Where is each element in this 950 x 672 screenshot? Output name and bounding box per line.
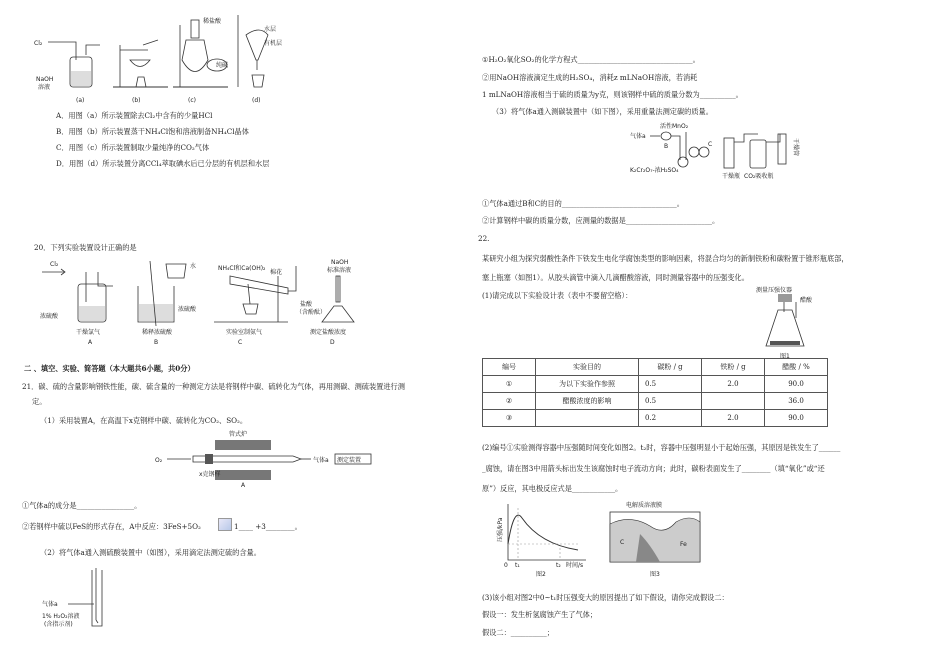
fig-a-caption: (a)	[76, 97, 85, 104]
q20-conc-h2so4-a: 浓硫酸	[40, 313, 59, 320]
fig2-t2: t₂	[556, 562, 561, 569]
fig2-caption: 图2	[536, 571, 546, 578]
q20-caption-b: 稀释浓硫酸	[142, 329, 173, 336]
equation-image-icon	[218, 518, 232, 531]
table-header-cell: 碳粉 / g	[639, 359, 702, 376]
q20-caption-d: 测定盐酸浓度	[310, 329, 347, 336]
table-cell: 2.0	[702, 376, 765, 393]
carbon-co2-bottle: CO₂吸收瓶	[744, 173, 774, 180]
q20-caption-a: 干燥氯气	[76, 329, 101, 336]
fig-d-caption: (d)	[252, 97, 261, 104]
furnace-letter: A	[241, 482, 246, 489]
carbon-dry-bottle: 干燥瓶	[722, 173, 741, 180]
sulfur-h2o2-label: 1% H₂O₂溶液	[42, 613, 80, 620]
fig-a-cl2: Cl₂	[34, 40, 43, 47]
section-2-heading: 二 、填空、实验、简答题（本大题共6小题，共0分）	[24, 364, 195, 373]
carbon-c: C	[708, 141, 713, 148]
q21-r3: 1 mLNaOH溶液相当于硫的质量为y克，则该钢样中硫的质量分数为__________。	[482, 90, 743, 99]
fig-c-acid: 稀盐酸	[203, 18, 222, 25]
q20-phenolphthalein: （含酚酞）	[296, 309, 327, 316]
option-d: D．用图（d）所示装置分离CCl₄萃取碘水后已分层的有机层和水层	[56, 159, 270, 168]
fig1-caption: 图1	[780, 353, 790, 360]
fig3-caption: 图3	[650, 571, 660, 578]
carbon-mno2: 活性MnO₂	[660, 123, 689, 130]
fig-a-solution: 溶液	[38, 84, 51, 91]
q20-cotton: 棉花	[270, 269, 283, 276]
table-cell: 醋酸浓度的影响	[536, 393, 639, 410]
table-cell: 90.0	[765, 410, 828, 427]
q21-r2: ②用NaOH溶液滴定生成的H₂SO₄，消耗z mLNaOH溶液，若消耗	[482, 73, 698, 82]
sulfur-apparatus-figure	[40, 568, 120, 628]
fig1-acetic-acid: 醋酸	[800, 297, 813, 304]
carbon-gas-a: 气体a	[630, 133, 646, 140]
q22-line2: 塞上瓶塞（如图1）。从胶头滴管中滴入几滴醋酸溶液，同时测量容器中的压强变化。	[482, 273, 749, 282]
furnace-device: 测定装置	[337, 457, 362, 464]
table-row	[483, 410, 828, 427]
carbon-dry-tube: 干燥管	[792, 138, 799, 157]
q21-part1: （1）采用装置A，在高温下x克钢样中碳、硫转化为CO₂、SO₂。	[40, 416, 248, 425]
furnace-title: 管式炉	[229, 431, 248, 438]
fig-d-water: 水层	[264, 26, 277, 33]
q22-part3: (3)该小组对图2中0~t₁时压强变大的原因提出了如下假设，请你完成假设二：	[482, 593, 729, 602]
question-20: 20．下列实验装置设计正确的是	[34, 243, 137, 252]
table-row	[483, 393, 828, 410]
q21-r5: ①气体a通过B和C的目的________________________________。	[482, 199, 684, 208]
figure-2-pressure-graph	[494, 500, 594, 578]
table-cell: 90.0	[765, 376, 828, 393]
left-column	[22, 0, 468, 672]
experiment-design-table	[482, 358, 828, 427]
figure-3-corrosion-diagram	[606, 500, 706, 578]
table-cell: 0.2	[639, 410, 702, 427]
carbon-b: B	[664, 143, 669, 150]
q22-part2-line3: 原”）反应，其电极反应式是____________。	[482, 484, 623, 493]
fig2-y-label: 压强/kPa	[497, 517, 504, 542]
q21-r1: ①H₂O₂氧化SO₂的化学方程式________________________________。	[482, 55, 700, 64]
figure-1-flask	[756, 284, 846, 364]
option-a: A．用图（a）所示装置除去Cl₂中含有的少量HCl	[56, 111, 213, 120]
table-header-cell: 编号	[483, 359, 536, 376]
q20-letter-a: A	[88, 339, 93, 346]
tube-furnace-figure	[153, 428, 373, 488]
option-b: B．用图（b）所示装置蒸干NH₄Cl饱和溶液制备NH₄Cl晶体	[56, 127, 249, 136]
q21-r4: （3）将气体a通入测碳装置中（如下图），采用重量法测定碳的质量。	[492, 107, 713, 116]
q20-hcl: 盐酸	[300, 301, 313, 308]
carbon-apparatus-figure	[630, 120, 810, 182]
fig2-origin: 0	[504, 562, 508, 569]
q20-nh4cl: NH₄Cl和Ca(OH)₂	[218, 265, 266, 272]
furnace-gas-a: 气体a	[313, 457, 329, 464]
table-cell: ③	[483, 410, 536, 427]
furnace-o2: O₂	[155, 457, 163, 464]
table-cell	[702, 393, 765, 410]
q20-letter-d: D	[330, 339, 335, 346]
table-cell: 2.0	[702, 410, 765, 427]
fig-c-soda: 纯碱	[216, 62, 229, 69]
q22-line1: 某研究小组为探究弱酸性条件下铁发生电化学腐蚀类型的影响因素，将混合均匀的新制铁粉和碳粉置于锥形瓶底部，	[482, 254, 849, 263]
fig-b-caption: (b)	[132, 97, 141, 104]
q22-part1: (1)请完成以下实验设计表（表中不要留空格）：	[482, 291, 633, 300]
table-cell: ①	[483, 376, 536, 393]
fig2-x-label: 时间/s	[566, 562, 584, 569]
q20-caption-c: 实验室制氨气	[226, 329, 263, 336]
q20-letter-b: B	[154, 339, 159, 346]
table-row	[483, 376, 828, 393]
fig-d-organic: 有机层	[264, 40, 283, 47]
carbon-reagent: K₂Cr₂O₇-浓H₂SO₄	[630, 167, 679, 174]
fig3-electrolyte: 电解质溶液膜	[626, 502, 663, 509]
fig-a-naoh: NaOH	[36, 76, 54, 83]
table-cell: ②	[483, 393, 536, 410]
q20-conc-h2so4-b: 浓硫酸	[178, 306, 197, 313]
q20-apparatus-figures	[38, 256, 368, 348]
table-cell: 0.5	[639, 393, 702, 410]
q21-r6: ②计算钢样中碳的质量分数，应测量的数据是________________________。	[482, 216, 720, 225]
fig3-carbon: C	[620, 539, 625, 546]
q21-part1-b: ②若钢样中硫以FeS的形式存在，A中反应：3FeS+5O₂	[22, 522, 201, 531]
fig2-t1: t₁	[515, 562, 520, 569]
table-header-cell: 铁粉 / g	[702, 359, 765, 376]
q22-part2-line2: _腐蚀，请在图3中用箭头标出发生该腐蚀时电子流动方向；此时，碳粉表面发生了________（填“氧化”或“还	[482, 464, 825, 473]
q20-cl2-label: Cl₂	[50, 261, 59, 268]
q21-line1: 21．碳、硫的含量影响钢铁性能，碳、硫含量的一种测定方法是将钢样中碳、硫转化为气体，再用测碳、测硫装置进行测	[22, 382, 405, 391]
sulfur-gas-label: 气体a	[42, 601, 58, 608]
fig1-pressure-gauge: 测量压强仪器	[756, 287, 793, 294]
option-c: C．用图（c）所示装置制取少量纯净的CO₂气体	[56, 143, 210, 152]
apparatus-figures-abcd	[28, 5, 283, 105]
sulfur-indicator-label: (含指示剂)	[44, 621, 73, 628]
table-cell: 36.0	[765, 393, 828, 410]
question-22: 22.	[478, 234, 490, 243]
table-cell	[536, 410, 639, 427]
q21-part1-b-tail: 1____ +3________。	[234, 522, 302, 531]
q20-std-solution: 标准溶液	[327, 267, 352, 274]
q21-part1-a: ①气体a的成分是________________。	[22, 501, 142, 510]
table-header-cell: 实验目的	[536, 359, 639, 376]
q20-naoh: NaOH	[331, 259, 349, 266]
q22-part2-line1: (2)编号①实验测得容器中压强随时间变化如图2。t₂时，容器中压强明显小于起始压强，其原因是铁发生了______	[482, 443, 841, 452]
q21-part2: （2）将气体a通入测硫酸装置中（如图），采用滴定法测定硫的含量。	[40, 548, 261, 557]
table-cell: 为以下实验作参照	[536, 376, 639, 393]
table-cell: 0.5	[639, 376, 702, 393]
hypothesis-1: 假设一：发生析氢腐蚀产生了气体；	[482, 610, 598, 619]
fig-c-caption: (c)	[188, 97, 196, 104]
table-header-cell: 醋酸 / %	[765, 359, 828, 376]
right-column	[480, 0, 925, 672]
furnace-sample: x克钢样	[199, 471, 221, 478]
q20-letter-c: C	[238, 339, 243, 346]
fig3-iron: Fe	[680, 541, 687, 548]
table-header-row	[483, 359, 828, 376]
hypothesis-2: 假设二：__________；	[482, 628, 554, 637]
q20-water: 水	[190, 263, 197, 270]
q21-line2: 定。	[32, 397, 47, 406]
